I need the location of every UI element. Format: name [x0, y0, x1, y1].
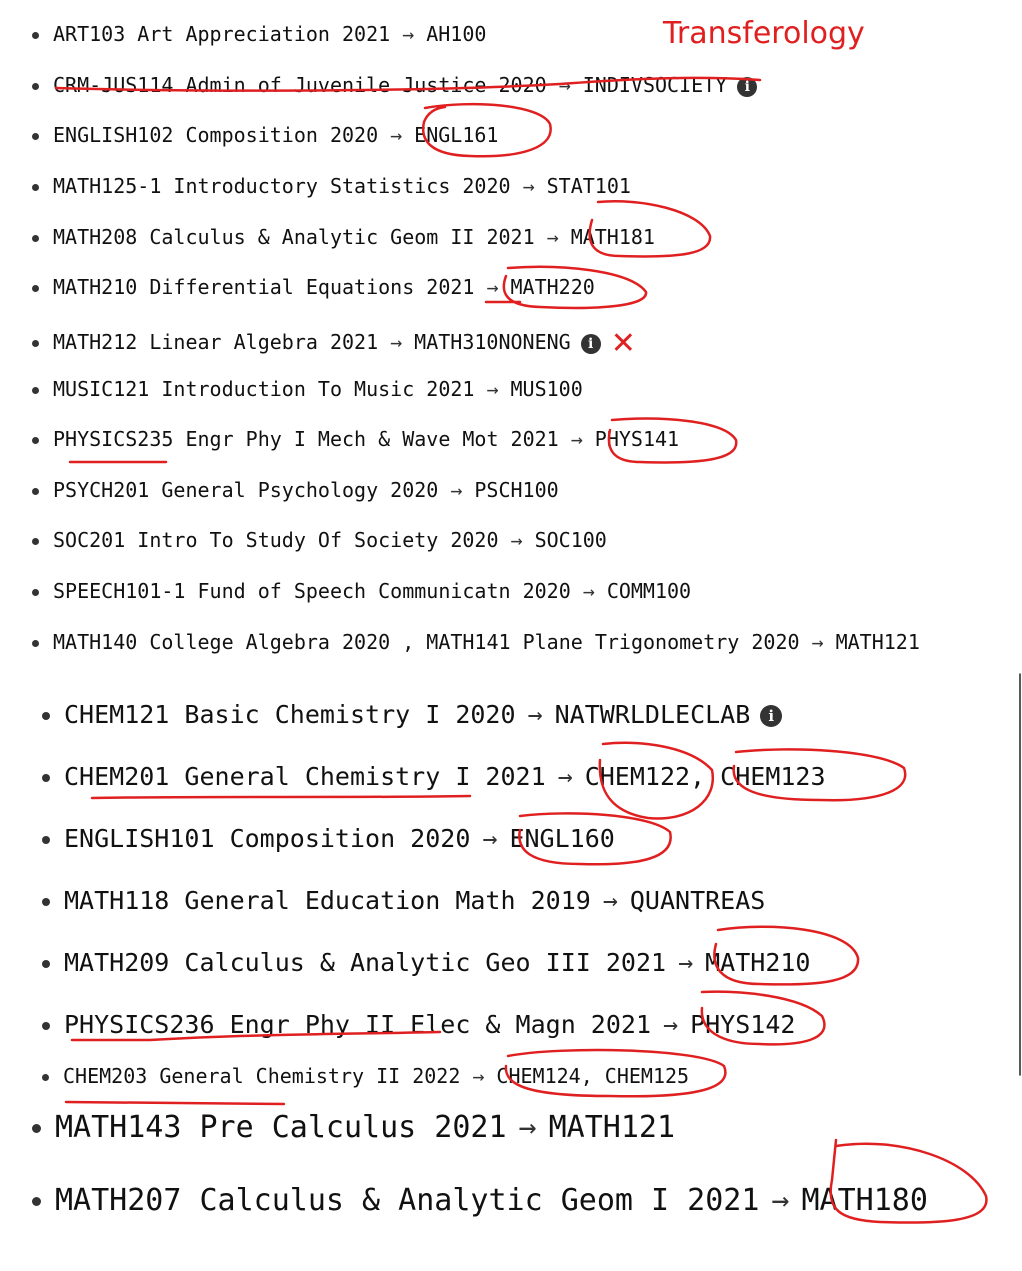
bullet-icon: [32, 640, 39, 647]
list-item: [32, 326, 636, 361]
bullet-icon: [32, 32, 39, 39]
arrow-right-icon: →: [602, 886, 618, 915]
course-name: ENGLISH102 Composition 2020: [53, 123, 379, 147]
transfer-target: CHEM124, CHEM125: [496, 1064, 690, 1088]
arrow-right-icon: →: [678, 948, 694, 977]
transfer-target: MATH210: [705, 948, 811, 977]
course-name: ART103 Art Appreciation 2021: [53, 22, 391, 46]
bullet-icon: [42, 712, 50, 720]
transfer-target: QUANTREAS: [629, 886, 766, 915]
list-item: [32, 22, 486, 46]
bullet-icon: [32, 1197, 41, 1206]
transferology-logo: Transferology: [663, 16, 865, 51]
arrow-right-icon: →: [663, 1010, 679, 1039]
bullet-icon: [32, 235, 39, 242]
arrow-right-icon: →: [518, 1110, 537, 1145]
arrow-right-icon: →: [390, 330, 403, 354]
list-item: [32, 123, 498, 147]
list-item: [32, 630, 920, 654]
transfer-target: CHEM122, CHEM123: [584, 762, 826, 791]
transfer-target: SOC100: [534, 528, 607, 552]
course-name: PSYCH201 General Psychology 2020: [53, 478, 439, 502]
course-name: CHEM121 Basic Chemistry I 2020: [64, 700, 516, 729]
course-name: SOC201 Intro To Study Of Society 2020: [53, 528, 499, 552]
transfer-target: MATH310NONENG: [414, 330, 571, 354]
course-name: MATH140 College Algebra 2020 , MATH141 Plane Trigonometry 2020: [53, 630, 800, 654]
bullet-icon: [42, 1074, 49, 1081]
arrow-right-icon: →: [570, 427, 583, 451]
transfer-target: ENGL161: [414, 123, 499, 147]
red-x-mark-icon: ✕: [610, 326, 636, 361]
bullet-icon: [42, 836, 50, 844]
transfer-target: ENGL160: [509, 824, 615, 853]
course-name: MATH143 Pre Calculus 2021: [55, 1110, 507, 1145]
list-item: [32, 73, 757, 97]
arrow-right-icon: →: [390, 123, 403, 147]
course-name: PHYSICS235 Engr Phy I Mech & Wave Mot 2021: [53, 427, 559, 451]
arrow-right-icon: →: [510, 528, 523, 552]
bullet-icon: [32, 589, 39, 596]
arrow-right-icon: →: [527, 700, 543, 729]
list-item: [32, 377, 583, 401]
transfer-target: MATH121: [548, 1110, 676, 1145]
arrow-right-icon: →: [482, 824, 498, 853]
list-item: [32, 528, 607, 552]
arrow-right-icon: →: [811, 630, 824, 654]
list-item: [42, 1010, 795, 1039]
arrow-right-icon: →: [546, 225, 559, 249]
course-name: CHEM201 General Chemistry I 2021: [64, 762, 546, 791]
transfer-target: COMM100: [606, 579, 692, 603]
course-name: MATH208 Calculus & Analytic Geom II 2021: [53, 225, 535, 249]
bullet-icon: [32, 538, 39, 545]
list-item: [32, 579, 691, 603]
info-icon[interactable]: i: [581, 334, 601, 354]
transfer-target: PSCH100: [474, 478, 559, 502]
course-name: MUSIC121 Introduction To Music 2021: [53, 377, 475, 401]
course-name: CRM-JUS114 Admin of Juvenile Justice 2020: [53, 73, 547, 97]
arrow-right-icon: →: [486, 275, 499, 299]
list-item: [32, 275, 595, 299]
transfer-target: STAT101: [546, 174, 631, 198]
course-name: SPEECH101-1 Fund of Speech Communicatn 2020: [53, 579, 571, 603]
transfer-target: MUS100: [510, 377, 583, 401]
list-item: [42, 762, 826, 791]
course-name: MATH118 General Education Math 2019: [64, 886, 591, 915]
bullet-icon: [32, 1124, 41, 1133]
course-name: MATH210 Differential Equations 2021: [53, 275, 475, 299]
bullet-icon: [32, 488, 39, 495]
bullet-icon: [32, 387, 39, 394]
list-item: [42, 886, 765, 915]
list-item: [42, 1064, 689, 1088]
underline-chem203: [66, 1102, 284, 1104]
course-name: MATH125-1 Introductory Statistics 2020: [53, 174, 511, 198]
arrow-right-icon: →: [402, 22, 415, 46]
transfer-target: MATH181: [570, 225, 655, 249]
list-item: [32, 478, 559, 502]
arrow-right-icon: →: [557, 762, 573, 791]
list-item: [42, 700, 782, 729]
list-item: [42, 948, 810, 977]
bullet-icon: [32, 83, 39, 90]
bullet-icon: [32, 285, 39, 292]
underline-chem201: [92, 796, 470, 798]
bullet-icon: [42, 960, 50, 968]
transfer-target: PHYS142: [690, 1010, 796, 1039]
arrow-right-icon: →: [771, 1183, 790, 1218]
bullet-icon: [32, 437, 39, 444]
transfer-target: MATH121: [835, 630, 920, 654]
course-name: ENGLISH101 Composition 2020: [64, 824, 471, 853]
course-name: MATH207 Calculus & Analytic Geom I 2021: [55, 1183, 760, 1218]
transfer-target: AH100: [426, 22, 487, 46]
bullet-icon: [42, 774, 50, 782]
list-item: [32, 427, 679, 451]
course-name: MATH212 Linear Algebra 2021: [53, 330, 379, 354]
arrow-right-icon: →: [522, 174, 535, 198]
list-item: [32, 174, 631, 198]
bullet-icon: [42, 898, 50, 906]
transfer-target: MATH180: [801, 1183, 928, 1218]
bullet-icon: [42, 1022, 50, 1030]
transfer-target: INDIVSOCIETY: [582, 73, 728, 97]
transfer-target: NATWRLDLECLAB: [554, 700, 751, 729]
list-item: [32, 1183, 928, 1218]
transfer-target: PHYS141: [594, 427, 680, 451]
list-item: [32, 1110, 675, 1145]
bullet-icon: [32, 340, 39, 347]
transfer-target: MATH220: [510, 275, 595, 299]
course-name: MATH209 Calculus & Analytic Geo III 2021: [64, 948, 667, 977]
course-name: PHYSICS236 Engr Phy II Elec & Magn 2021: [64, 1010, 651, 1039]
course-name: CHEM203 General Chemistry II 2022: [63, 1064, 461, 1088]
arrow-right-icon: →: [472, 1064, 485, 1088]
list-item: [42, 824, 615, 853]
arrow-right-icon: →: [486, 377, 499, 401]
info-icon[interactable]: i: [760, 705, 782, 727]
bullet-icon: [32, 133, 39, 140]
list-item: [32, 225, 655, 249]
bullet-icon: [32, 184, 39, 191]
info-icon[interactable]: i: [737, 77, 757, 97]
arrow-right-icon: →: [558, 73, 571, 97]
arrow-right-icon: →: [450, 478, 463, 502]
arrow-right-icon: →: [582, 579, 595, 603]
